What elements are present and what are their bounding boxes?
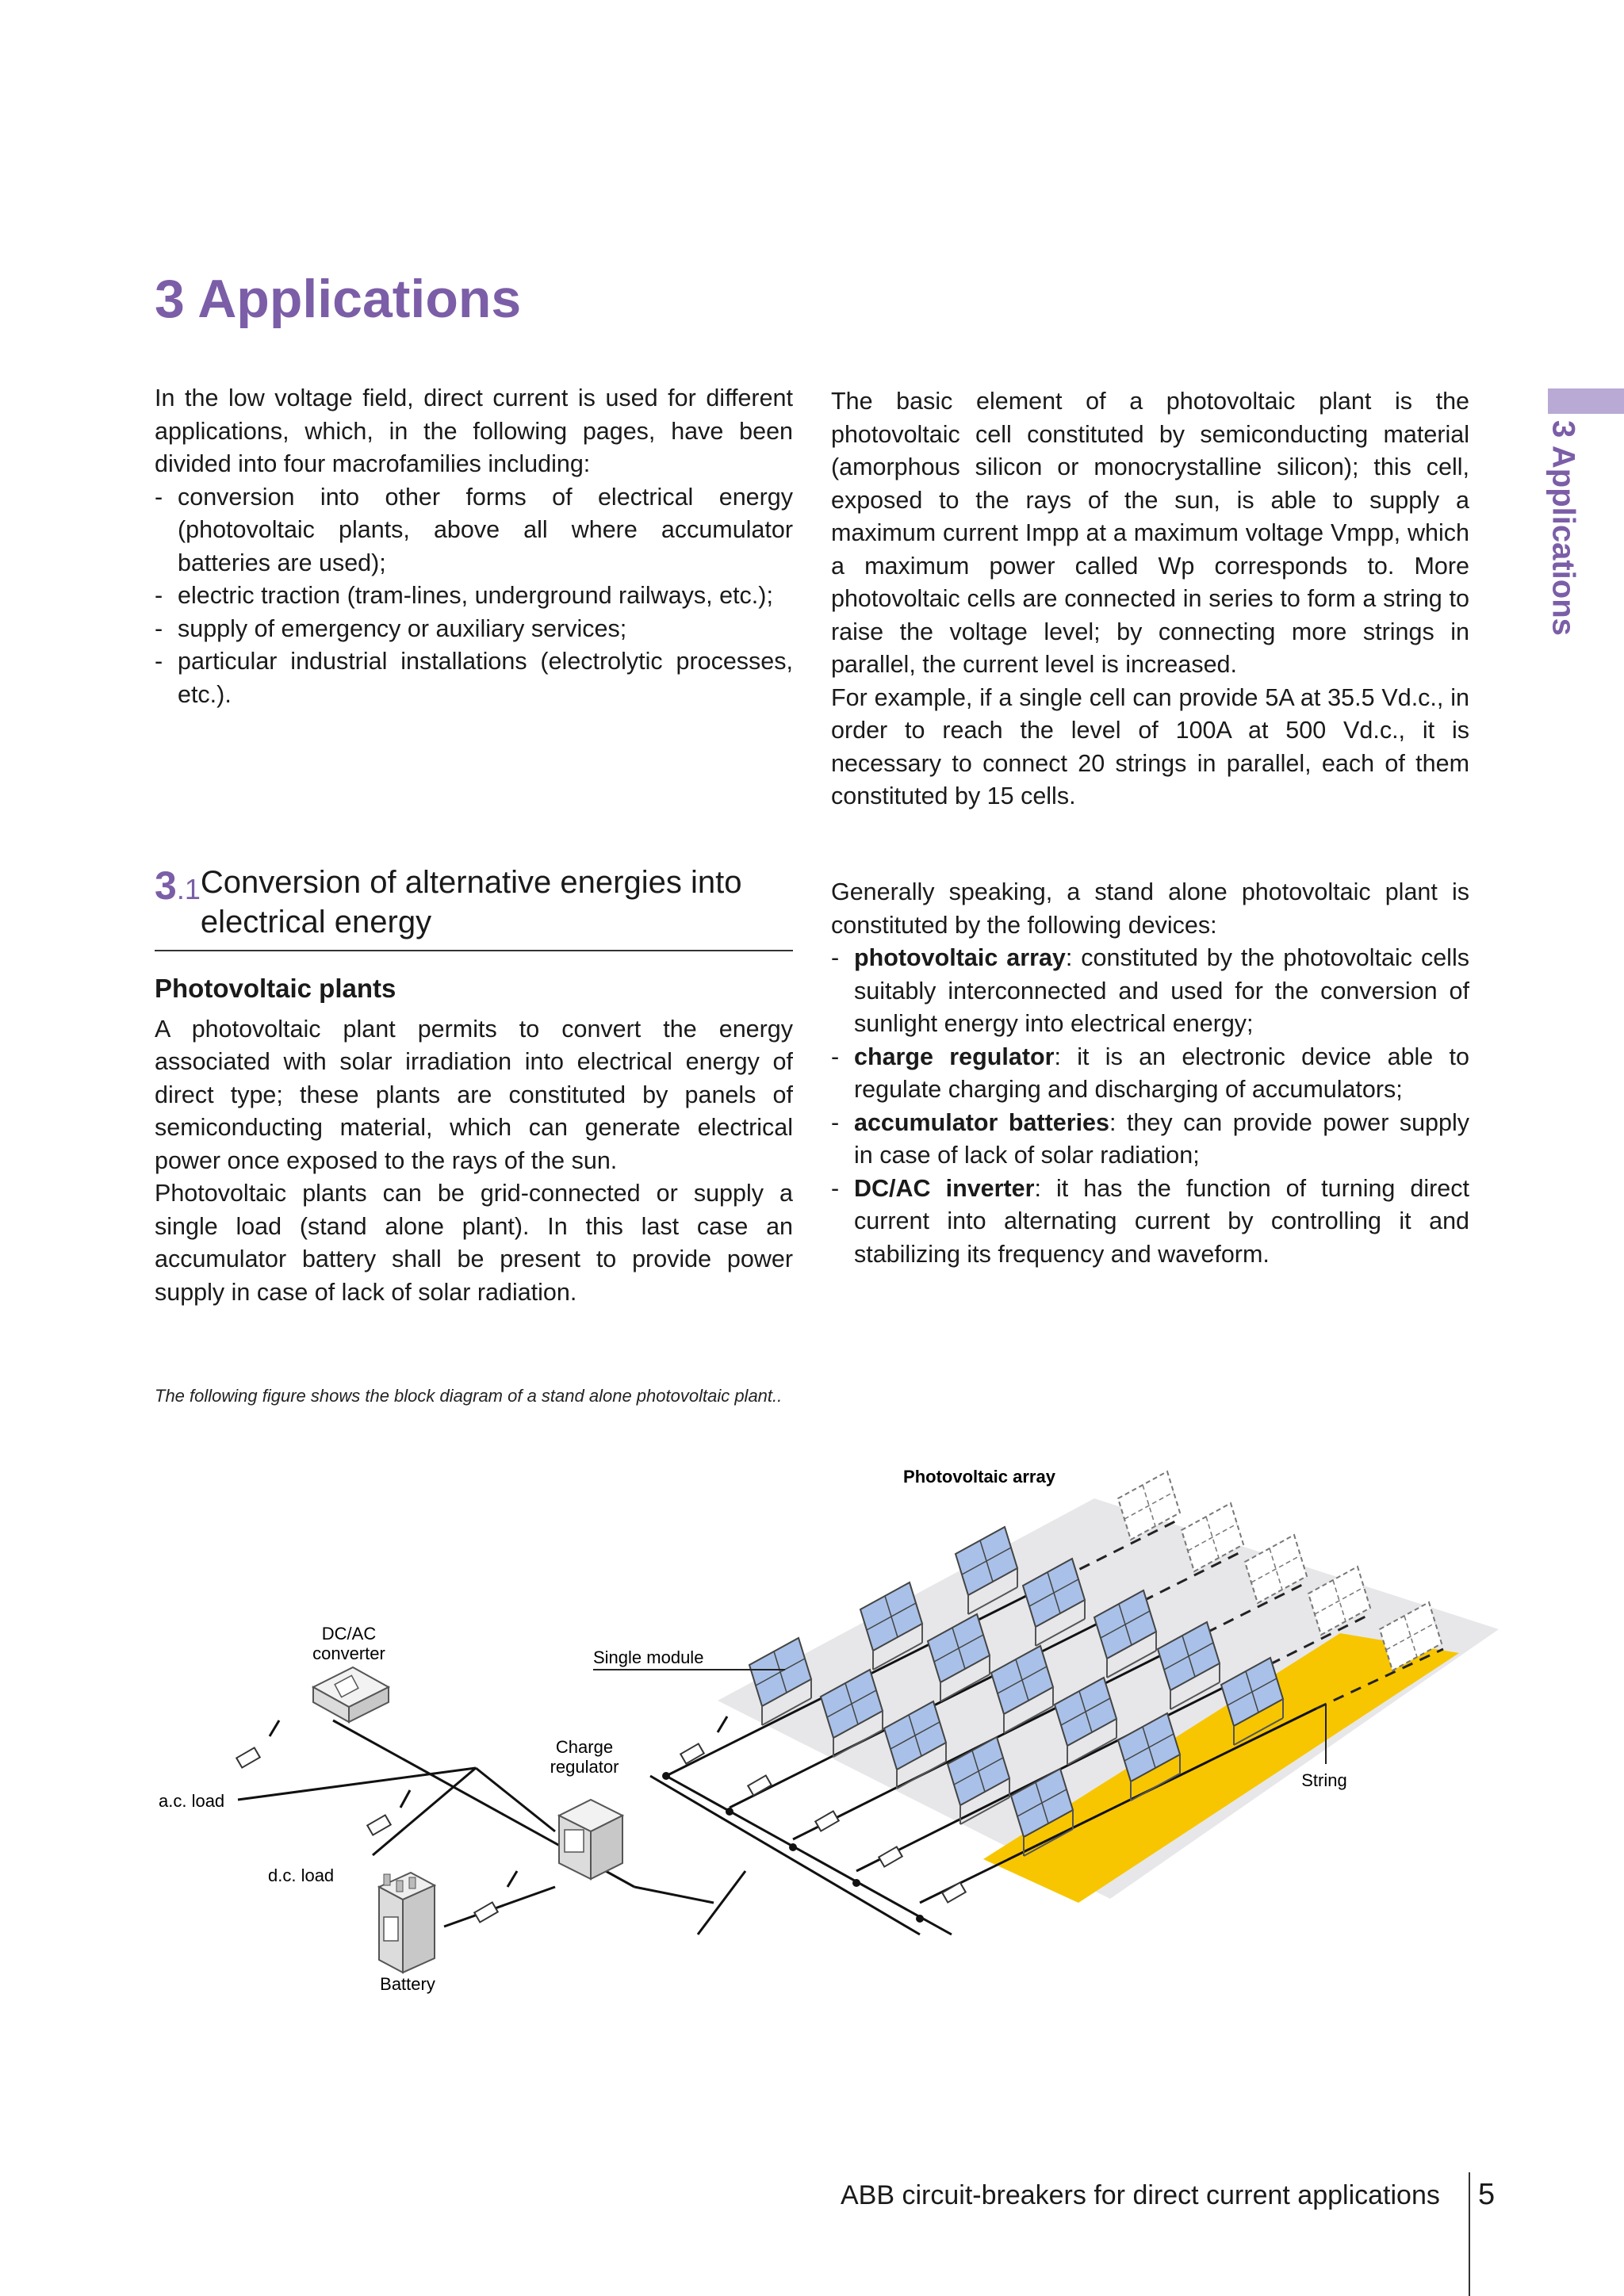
page-number: 5 [1478,2178,1496,2211]
ac-load-label: a.c. load [159,1791,225,1811]
module-label: Single module [593,1647,704,1667]
list-item: - conversion into other forms of electrical energy (photovoltaic plants, above all where accumulator batteries are used); [155,481,793,580]
plug-icon [718,1716,727,1732]
string-label: String [1301,1770,1347,1790]
pv-example-paragraph: For example, if a single cell can provide 5A at 35.5 Vd.c., in order to reach the level of 100A at 500 Vd.c., it is necessary to connect 20 strings in parallel, each of them constituted by 15 cells. [831,683,1469,809]
list-item: - charge regulator: it is an electronic device able to regulate charging and discharging of accumulators; [831,1041,1469,1107]
pv-plants-column [155,972,793,1309]
dc-load-label: d.c. load [268,1866,335,1885]
stand-alone-pv-diagram [0,1411,1624,2014]
devices-lead: Generally speaking, a stand alone photovoltaic plant is constituted by the following devices: [831,878,1469,939]
intro-lead: In the low voltage field, direct current is used for different applications, which, in the following pages, have been divided into four macrofamilies including: [155,385,793,477]
devices-list [831,942,1469,1271]
fuse-icon [748,1775,772,1795]
plug-icon [508,1871,517,1887]
charge-regulator-icon [559,1800,622,1879]
footer-text: ABB circuit-breakers for direct current applications [841,2180,1440,2210]
regulator-label: Charge [555,1737,614,1757]
side-tab-marker [1548,388,1624,414]
list-item: - photovoltaic array: constituted by the photovoltaic cells suitably interconnected and used for the conversion of sunlight energy into electrical energy; [831,942,1469,1041]
converter-label: converter [312,1644,385,1663]
array-label: Photovoltaic array [903,1467,1055,1487]
section-title: Conversion of alternative energies into electrical energy [200,865,742,939]
figure-caption: The following figure shows the block diagram of a stand alone photovoltaic plant.. [155,1386,783,1406]
section-number: 3 [155,863,177,908]
list-item: - supply of emergency or auxiliary services; [155,613,793,646]
fuse-icon [815,1811,839,1831]
list-item: - DC/AC inverter: it has the function of turning direct current into alternating current by controlling it and stabilizing its frequency and waveform. [831,1173,1469,1272]
applications-list [155,481,793,712]
side-tab-label: 3 Applications [1545,420,1581,636]
plug-icon [270,1720,279,1736]
plug-icon [400,1790,410,1808]
stand-alone-paragraph: Photovoltaic plants can be grid-connected or supply a single load (stand alone plant). In this last case an accumulator battery shall be present to provide power supply in case of lack of solar radiation. [155,1180,793,1306]
converter-label: DC/AC [321,1624,377,1644]
footer-divider [1469,2172,1470,2296]
battery-label: Battery [380,1974,435,1994]
fuse-icon [236,1747,260,1767]
fuse-icon [879,1846,902,1866]
intro-column [155,382,793,711]
list-item: - accumulator batteries: they can provide power supply in case of lack of solar radiation; [831,1107,1469,1173]
section-heading [155,863,793,951]
fuse-icon [474,1902,498,1922]
subheading: Photovoltaic plants [155,974,396,1003]
fuse-icon [367,1815,391,1835]
battery-icon [379,1873,435,1973]
pv-plants-paragraph: A photovoltaic plant permits to convert the energy associated with solar irradiation into electrical energy of direct type; these plants are constituted by panels of semiconducting material, which can generate electrical power once exposed to the rays of the sun. [155,1015,793,1174]
pv-cell-paragraph: The basic element of a photovoltaic plant is the photovoltaic cell constituted by semiconducting material (amorphous silicon or monocrystalline silicon); this cell, exposed to the rays of the sun, is able to supply a maximum current Impp at a maximum voltage Vmpp, which a maximum power called Wp corresponds to. More photovoltaic cells are connected in series to form a string to raise the voltage level; by connecting more strings in parallel, the current level is increased. [831,388,1469,678]
devices-column [831,876,1469,1271]
pv-cell-column [831,385,1469,813]
list-item: - particular industrial installations (electrolytic processes, etc.). [155,645,793,711]
section-subnumber: .1 [176,873,201,905]
list-item: - electric traction (tram-lines, underground railways, etc.); [155,580,793,613]
regulator-label: regulator [550,1757,619,1777]
fuse-icon [942,1882,966,1902]
page-title: 3 Applications [155,269,522,329]
dc-ac-converter-icon [313,1667,389,1722]
fuse-icon [680,1743,704,1763]
